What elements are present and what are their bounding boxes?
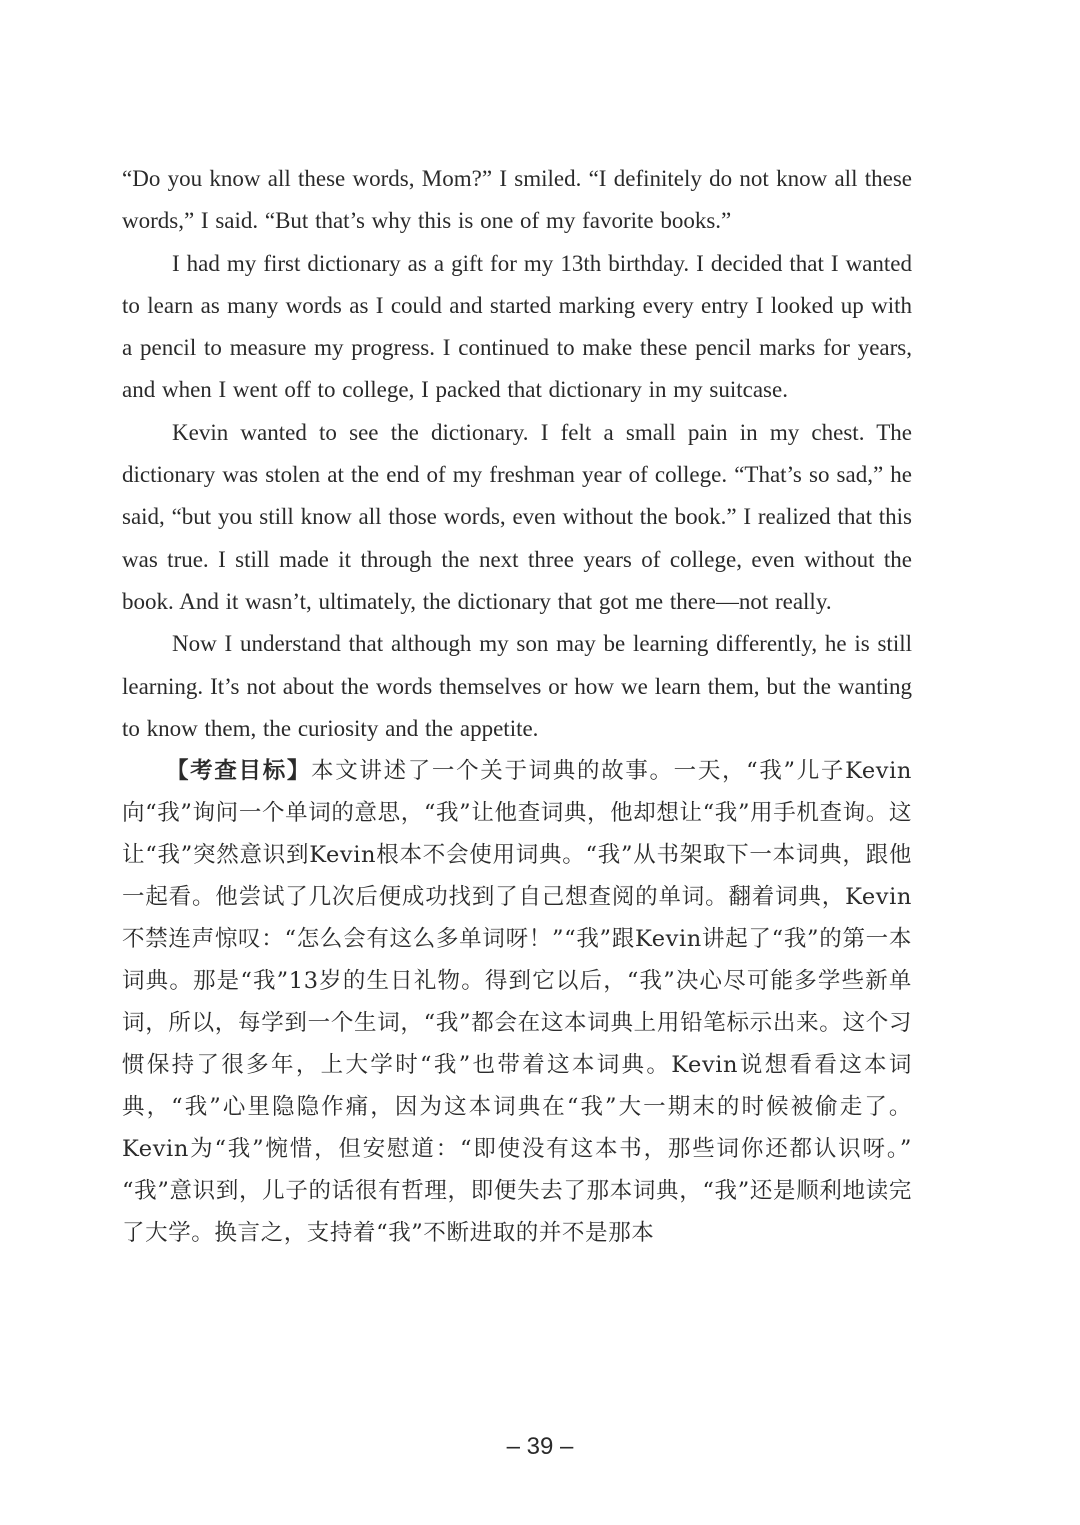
page-number: – 39 – xyxy=(506,1433,574,1460)
paragraph-1: “Do you know all these words, Mom?” I smiled. “I definitely do not know all these words,” I said. “But that’s why this is one of my favorite books.” xyxy=(122,166,912,234)
analysis-text: 本文讲述了一个关于词典的故事。一天，“我”儿子Kevin向“我”询问一个单词的意思，“我”让他查词典，他却想让“我”用手机查询。这让“我”突然意识到Kevin根本不会使用词典。“我”从书架取下一本词典，跟他一起看。他尝试了几次后便成功找到了自己想查阅的单词。翻着词典，Kevin不禁连声惊叹：“怎么会有这么多单词呀！”“我”跟Kevin讲起了“我”的第一本词典。那是“我”13岁的生日礼物。得到它以后，“我”决心尽可能多学些新单词，所以，每学到一个生词，“我”都会在这本词典上用铅笔标示出来。这个习惯保持了很多年，上大学时“我”也带着这本词典。Kevin说想看看这本词典，“我”心里隐隐作痛，因为这本词典在“我”大一期末的时候被偷走了。Kevin为“我”惋惜，但安慰道：“即使没有这本书，那些词你还都认识呀。” “我”意识到，儿子的话很有哲理，即便失去了那本词典，“我”还是顺利地读完了大学。换言之，支持着“我”不断进取的并不是那本 xyxy=(122,758,912,1247)
page-body xyxy=(122,158,912,1254)
analysis-label: 【考查目标】 xyxy=(166,758,312,785)
paragraph-3: Kevin wanted to see the dictionary. I felt a small pain in my chest. The dictionary was stolen at the end of my freshman year of college. “That’s so sad,” he said, “but you still know all those words, even without the book.” I realized that this was true. I still made it through the next three years of college, even without the book. And it wasn’t, ultimately, the dictionary that got me there—not really. xyxy=(122,419,912,614)
paragraph-2: I had my first dictionary as a gift for my 13th birthday. I decided that I wanted to learn as many words as I could and started marking every entry I looked up with a pencil to measure my progress. I continued to make these pencil marks for years, and when I went off to college, I packed that dictionary in my suitcase. xyxy=(122,250,912,403)
paragraph-4: Now I understand that although my son may be learning differently, he is still learning. It’s not about the words themselves or how we learn them, but the wanting to know them, the curiosity and the appetite. xyxy=(122,631,912,741)
analysis-paragraph xyxy=(122,750,912,1254)
